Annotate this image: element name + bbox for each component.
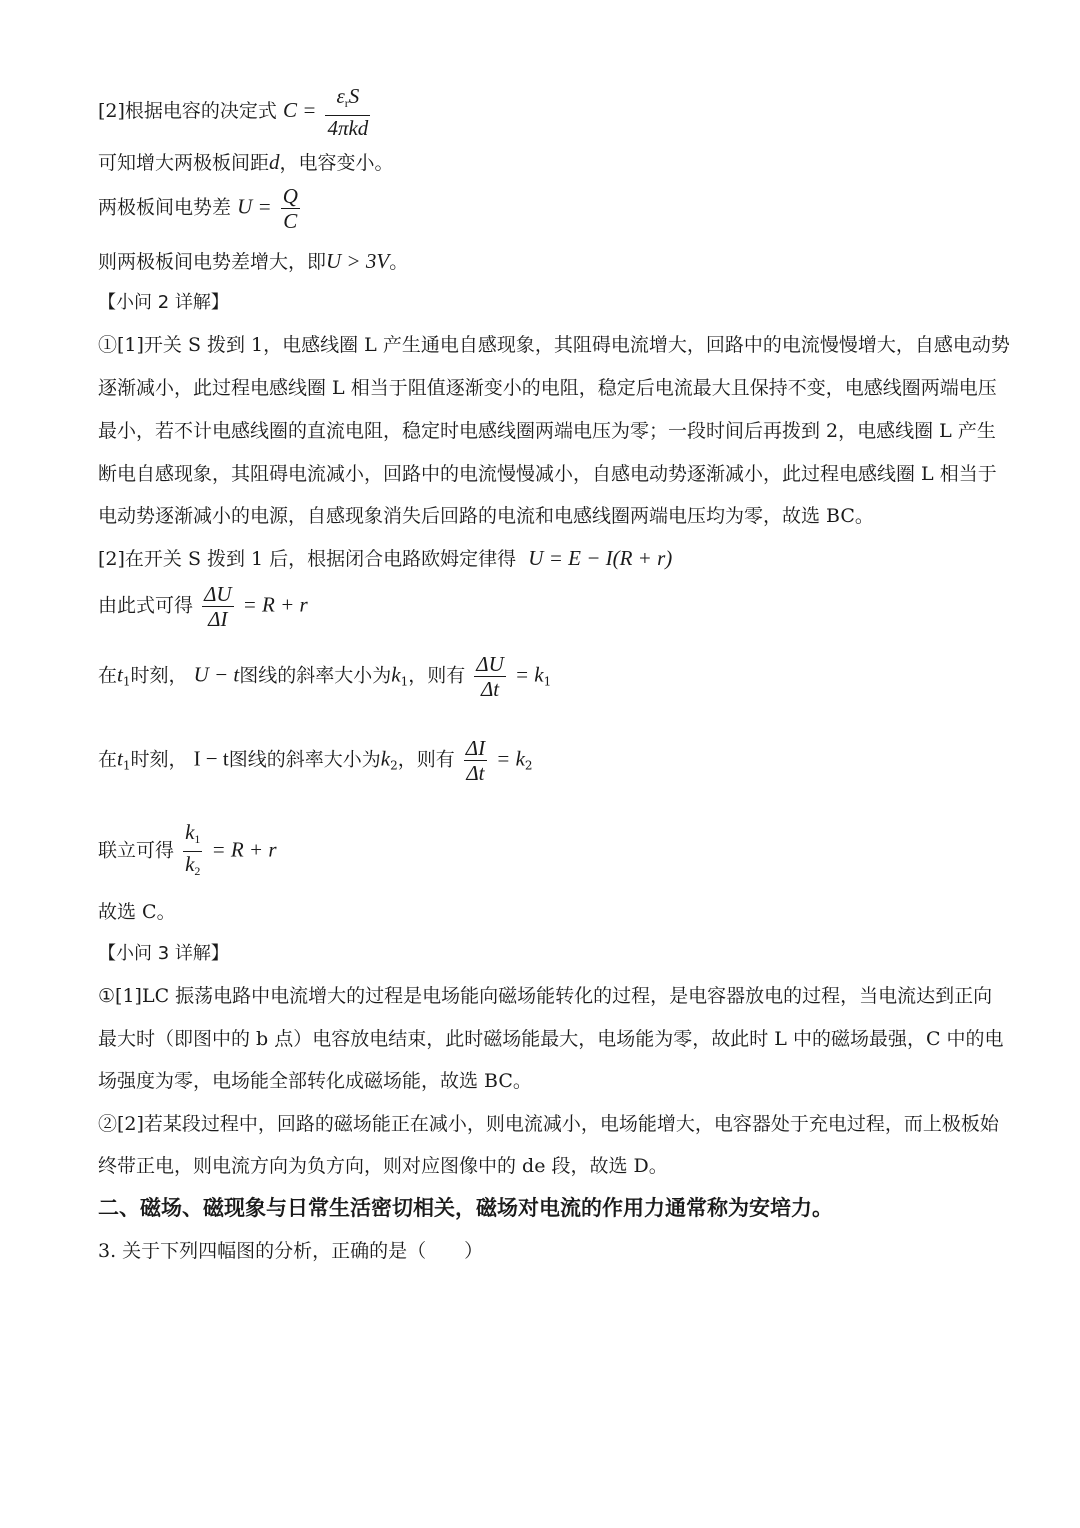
paragraph-line: 则两极板间电势差增大，即U > 3V。 xyxy=(98,249,409,273)
paragraph-line: ②[2]若某段过程中，回路的磁场能正在减小，则电流减小，电场能增大，电容器处于充电过程，而上极板始 xyxy=(98,1113,999,1135)
paragraph-line: 可知增大两极板间距d，电容变小。 xyxy=(98,150,394,174)
paragraph-line: 终带正电，则电流方向为负方向，则对应图像中的 de 段，故选 D。 xyxy=(98,1155,668,1177)
delta-u-over-delta-t: $\frac{\Delta U}{\Delta t}$ xyxy=(476,652,504,701)
slope-i-line: 在$t_1$时刻， I − t图线的斜率大小为$k_2$，则有 $\frac{\Delta I}{\Delta t}$ = $k_2$ xyxy=(98,736,533,785)
paragraph-line: 最小，若不计电感线圈的直流电阻，稳定时电感线圈两端电压为零；一段时间后再拨到 2，电感线圈 L 产生 xyxy=(98,420,996,442)
slope-u-line: 在$t_1$时刻， U − t图线的斜率大小为$k_1$，则有 $\frac{\Delta U}{\Delta t}$ = $k_1$ xyxy=(98,652,552,701)
delta-u-over-delta-i: $\frac{\Delta U}{\Delta I}$ xyxy=(204,582,232,631)
paragraph-line: ①[1]LC 振荡电路中电流增大的过程是电场能向磁场能转化的过程，是电容器放电的过程，当电流达到正向 xyxy=(98,985,993,1007)
fraction-denominator: 4πkd xyxy=(327,116,369,140)
combine-line: 联立可得 $\frac{k_1}{k_2}$ = R + r xyxy=(98,820,277,883)
section-title: 【小问 3 详解】 xyxy=(98,943,229,964)
derivative-line: 由此式可得 $\frac{\Delta U}{\Delta I}$ = R + r xyxy=(98,582,308,631)
paragraph-line: 电动势逐渐减小的电源，自感现象消失后回路的电流和电感线圈两端电压均为零，故选 BC。 xyxy=(98,505,874,527)
paragraph-line: 最大时（即图中的 b 点）电容放电结束，此时磁场能最大，电场能为零，故此时 L 中的磁场最强，C 中的电 xyxy=(98,1028,1004,1050)
section-title: 【小问 2 详解】 xyxy=(98,292,229,313)
voltage-formula-line: 两极板间电势差 U = $\frac{Q}{C}$ xyxy=(98,184,298,233)
paragraph-line: ①[1]开关 S 拨到 1，电感线圈 L 产生通电自感现象，其阻碍电流增大，回路中的电流慢慢增大，自感电动势 xyxy=(98,334,1010,356)
capacitance-formula-line xyxy=(98,84,373,140)
ohm-law-line: [2]在开关 S 拨到 1 后，根据闭合电路欧姆定律得 U = E − I(R + r) xyxy=(98,546,673,570)
paragraph-line: 场强度为零，电场能全部转化成磁场能，故选 BC。 xyxy=(98,1070,532,1092)
fraction-numerator: $\varepsilon_rS$ xyxy=(325,84,370,116)
k1-over-k2: $\frac{k_1}{k_2}$ xyxy=(185,820,201,878)
delta-i-over-delta-t: $\frac{\Delta I}{\Delta t}$ xyxy=(465,736,486,785)
voltage-fraction: $\frac{Q}{C}$ xyxy=(282,184,298,233)
text: [2]根据电容的决定式 xyxy=(98,100,277,122)
capacitance-fraction xyxy=(325,84,370,140)
formula-lhs: C = xyxy=(282,98,317,122)
paragraph-line: 故选 C。 xyxy=(98,901,176,923)
paragraph-line: 断电自感现象，其阻碍电流减小，回路中的电流慢慢减小，自感电动势逐渐减小，此过程电感线圈 L 相当于 xyxy=(98,463,997,485)
part-heading: 二、磁场、磁现象与日常生活密切相关，磁场对电流的作用力通常称为安培力。 xyxy=(98,1195,833,1220)
question-3: 3. 关于下列四幅图的分析，正确的是（ ） xyxy=(98,1240,484,1262)
paragraph-line: 逐渐减小，此过程电感线圈 L 相当于阻值逐渐变小的电阻，稳定后电流最大且保持不变，电感线圈两端电压 xyxy=(98,377,997,399)
